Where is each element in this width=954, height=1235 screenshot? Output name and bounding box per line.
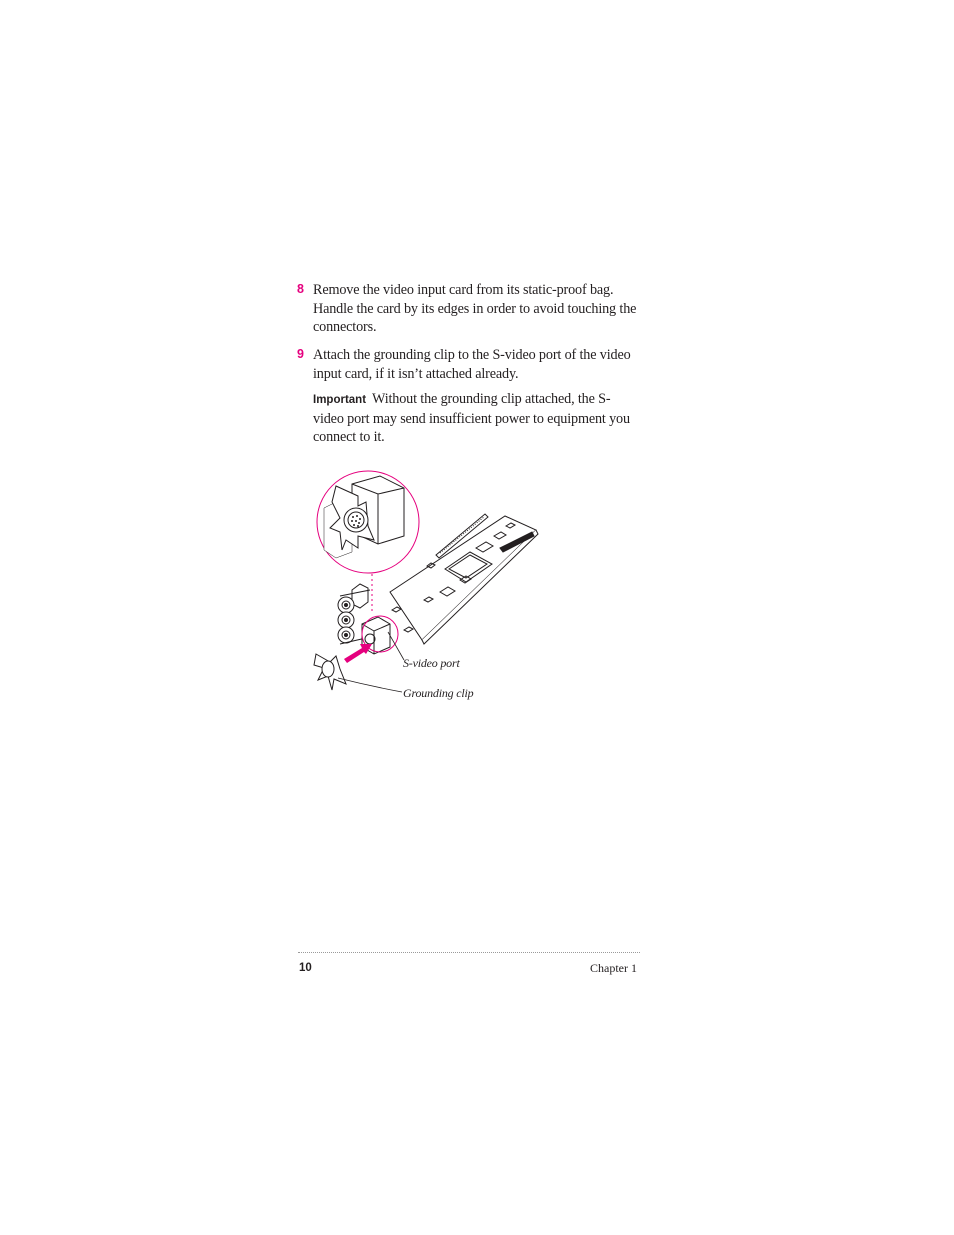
step-8: [297, 281, 637, 337]
step-number: 9: [297, 347, 304, 361]
step-number: 8: [297, 282, 304, 296]
step-text: Remove the video input card from its static-proof bag. Handle the card by its edges in order to avoid touching the connectors.: [313, 282, 637, 336]
page-number: 10: [299, 962, 312, 974]
important-note: [313, 390, 633, 447]
clip-callout-line: [338, 678, 402, 692]
insert-arrow: [344, 644, 372, 663]
footer-rule: [298, 952, 640, 953]
step-text: Attach the grounding clip to the S-video port of the video input card, if it isn’t attached already.: [313, 347, 631, 382]
step-9: [297, 346, 637, 383]
chapter-label: Chapter 1: [590, 961, 637, 975]
grounding-clip-label: Grounding clip: [403, 686, 474, 700]
important-text: Without the grounding clip attached, the S-video port may send insufficient power to equipment you connect to it.: [313, 391, 630, 446]
svideo-port-label: S-video port: [403, 656, 460, 670]
important-label: Important: [313, 394, 367, 406]
